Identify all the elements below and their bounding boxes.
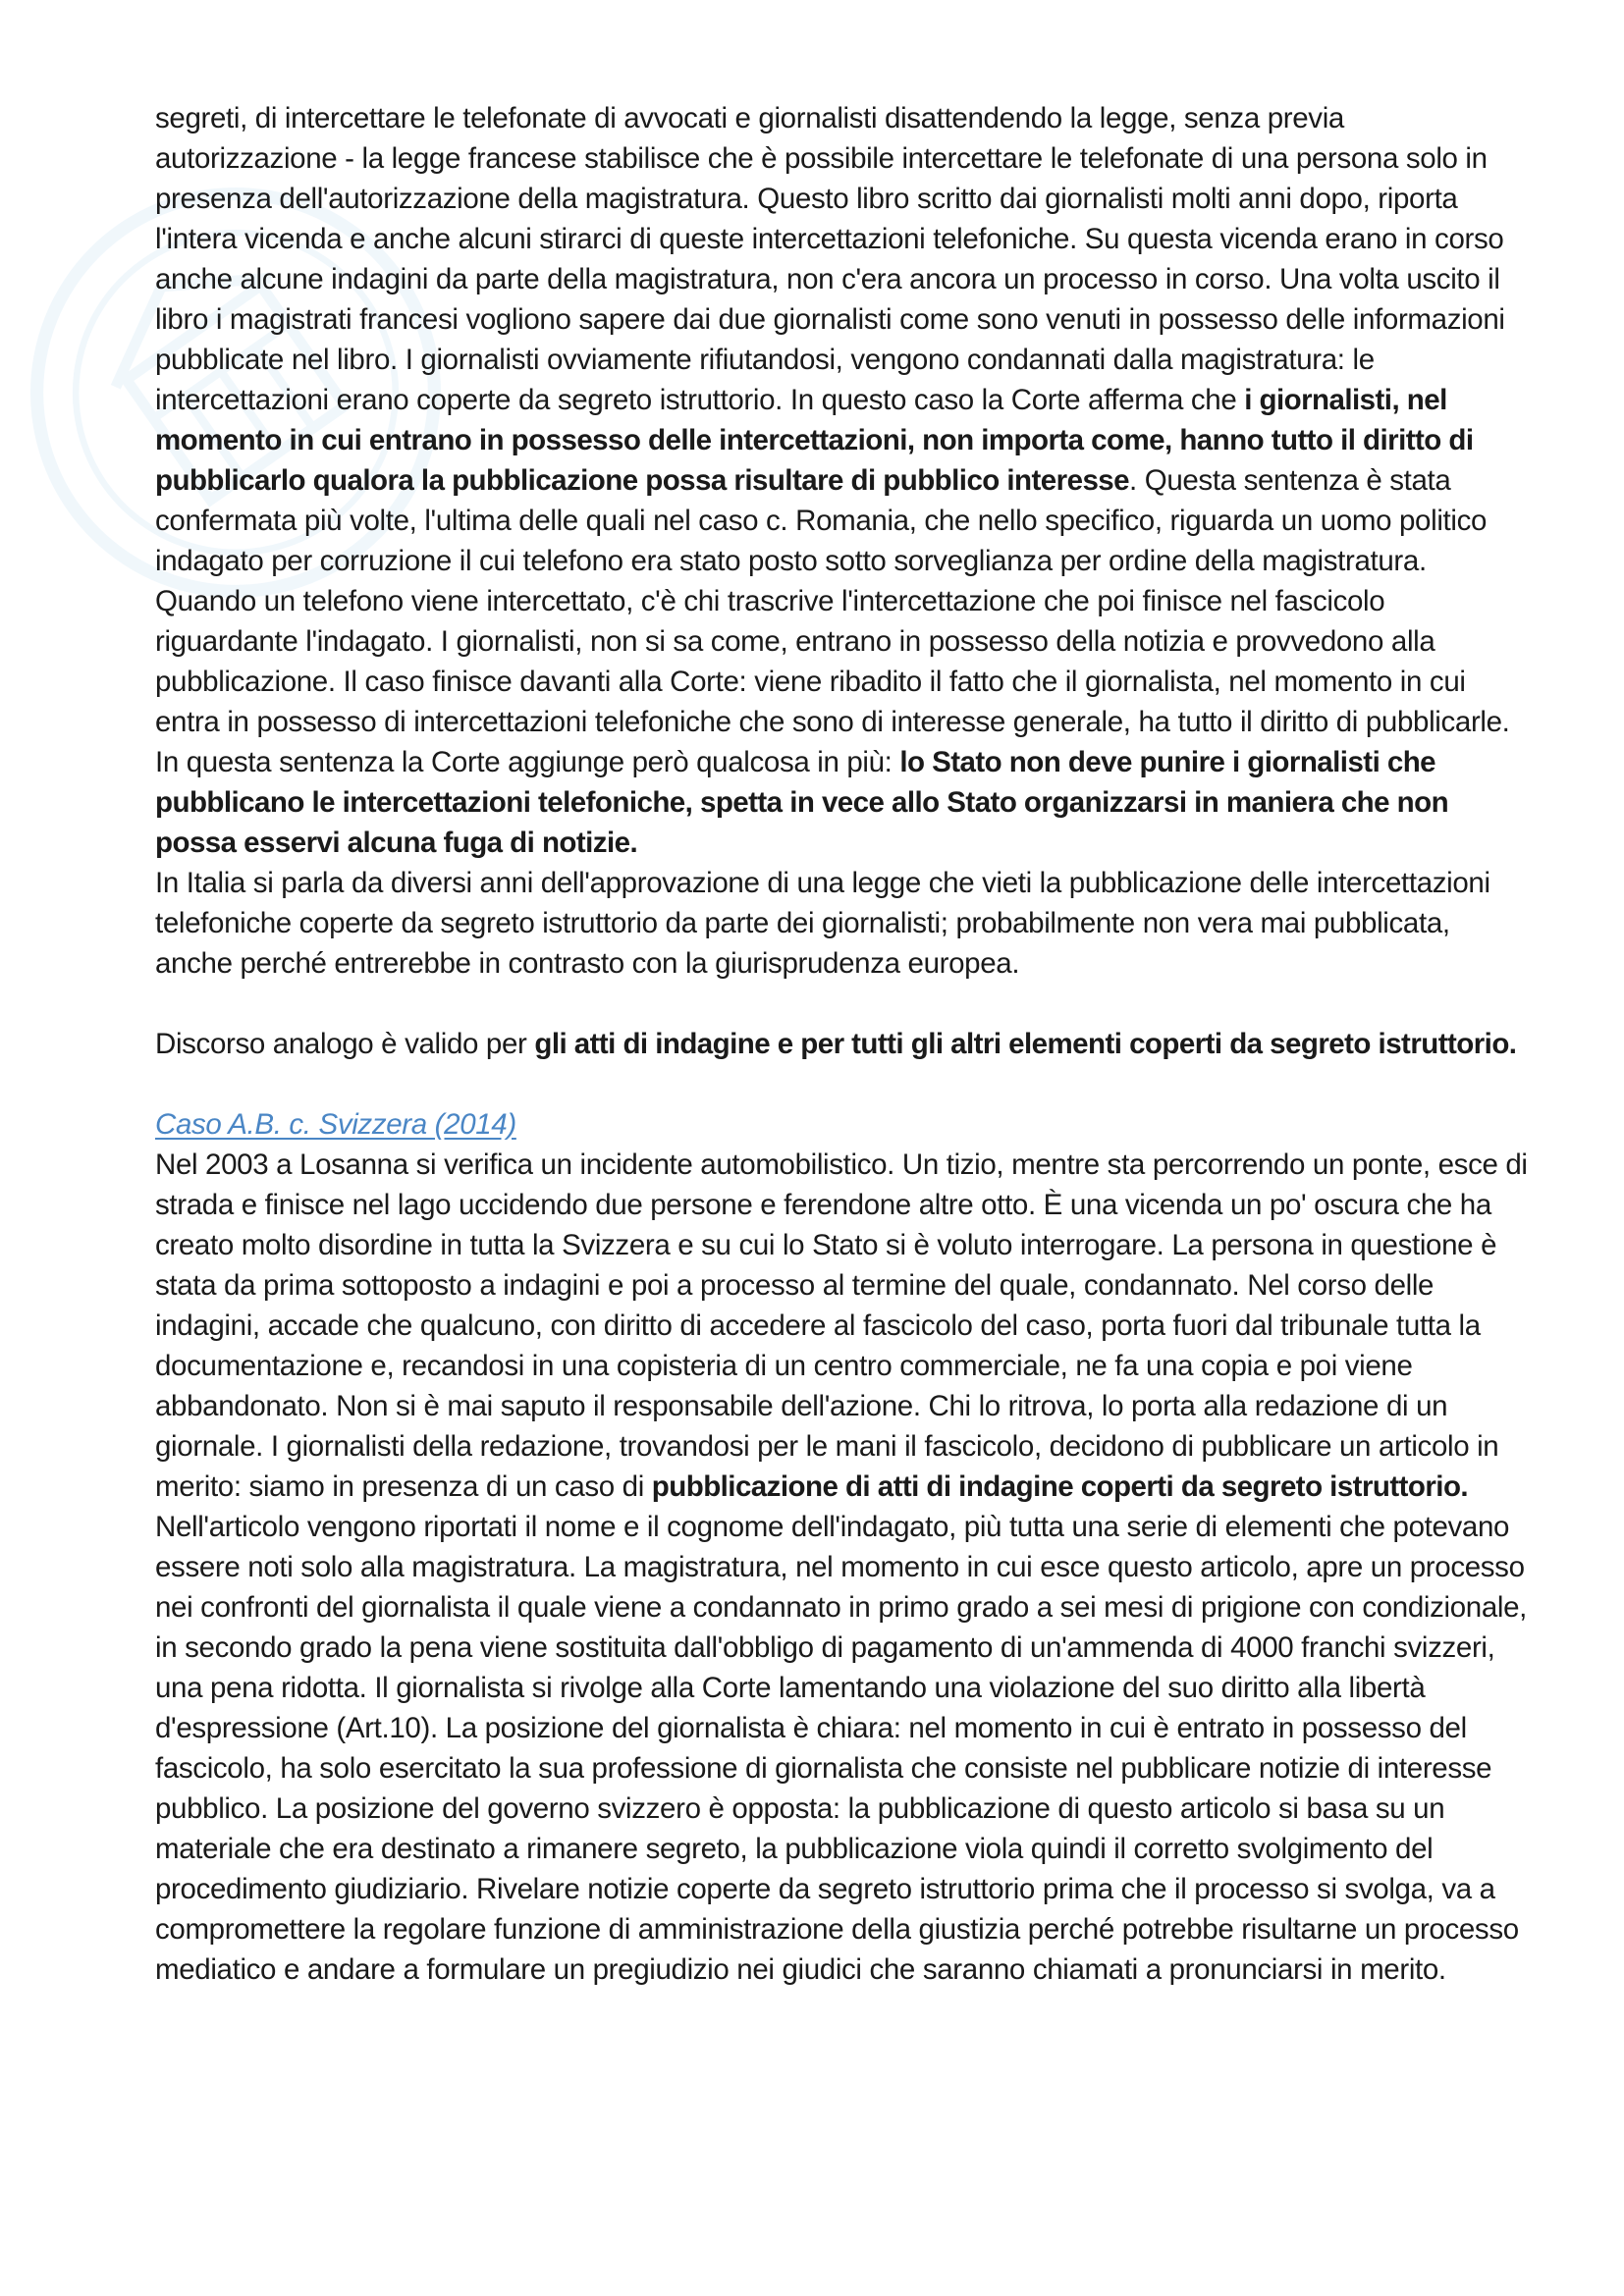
paragraph-analogous-discourse <box>155 1024 1532 1064</box>
text-run: segreti, di intercettare le telefonate di avvocati e giornalisti disattendendo la legge, senza previa autorizzazione - la legge francese stabilisce che è possibile intercettare le telefonate di una persona solo in presenza dell'autorizzazione della magistratura. Questo libro scritto dai giornalisti molti anni dopo, riporta l'intera vicenda e anche alcuni stirarci di queste intercettazioni telefoniche. Su questa vicenda erano in corso anche alcune indagini da parte della magistratura, non c'era ancora un processo in corso. Una volta uscito il libro i magistrati francesi vogliono sapere dai due giornalisti come sono venuti in possesso delle informazioni pubblicate nel libro. I giornalisti ovviamente rifiutandosi, vengono condannati dalla magistratura: le intercettazioni erano coperte da segreto istruttorio. In questo caso la Corte afferma che <box>155 102 1505 416</box>
bold-text-run: lo Stato non deve punire i giornalisti che pubblicano le intercettazioni telefoniche, spetta in vece allo Stato organizzarsi in maniera che non possa esservi alcuna fuga di notizie. <box>155 746 1449 859</box>
paragraph-spacer <box>155 984 1532 1024</box>
paragraph-spacer <box>155 1064 1532 1104</box>
case-heading <box>155 1104 1532 1145</box>
paragraph-italy-law: In Italia si parla da diversi anni dell'approvazione di una legge che vieti la pubblicazione delle intercettazioni telefoniche coperte da segreto istruttorio da parte dei giornalisti; probabilmente non vera mai pubblicata, anche perché entrerebbe in contrasto con la giurisprudenza europea. <box>155 867 1490 980</box>
text-run: Nell'articolo vengono riportati il nome e il cognome dell'indagato, più tutta una serie di elementi che potevano essere noti solo alla magistratura. La magistratura, nel momento in cui esce questo articolo, apre un processo nei confronti del giornalista il quale viene a condannato in primo grado a sei mesi di prigione con condizionale, in secondo grado la pena viene sostituita dall'obbligo di pagamento di un'ammenda di 4000 franchi svizzeri, una pena ridotta. Il giornalista si rivolge alla Corte lamentando una violazione del suo diritto alla libertà d'espressione (Art.10). La posizione del giornalista è chiara: nel momento in cui è entrato in possesso del fascicolo, ha solo esercitato la sua professione di giornalista che consiste nel pubblicare notizie di interesse pubblico. La posizione del governo svizzero è opposta: la pubblicazione di questo articolo si basa su un materiale che era destinato a rimanere segreto, la pubblicazione viola quindi il corretto svolgimento del procedimento giudiziario. Rivelare notizie coperte da segreto istruttorio prima che il processo si svolga, va a compromettere la regolare funzione di amministrazione della giustizia perché potrebbe risultarne un processo mediatico e andare a formulare un pregiudizio nei giudici che saranno chiamati a pronunciarsi in merito. <box>155 1511 1528 1986</box>
text-run: Discorso analogo è valido per <box>155 1028 535 1060</box>
text-run: Nel 2003 a Losanna si verifica un incidente automobilistico. Un tizio, mentre sta percorrendo un ponte, esce di strada e finisce nel lago uccidendo due persone e ferendone altre otto. È una vicenda un po' oscura che ha creato molto disordine in tutta la Svizzera e su cui lo Stato si è voluto interrogare. La persona in questione è stata da prima sottoposto a indagini e poi a processo al termine del quale, condannato. Nel corso delle indagini, accade che qualcuno, con diritto di accedere al fascicolo del caso, porta fuori dal tribunale tutta la documentazione e, recandosi in una copisteria di un centro commerciale, ne fa una copia e poi viene abbandonato. Non si è mai saputo il responsabile dell'azione. Chi lo ritrova, lo porta alla redazione di un giornale. I giornalisti della redazione, trovandosi per le mani il fascicolo, decidono di pubblicare un articolo in merito: siamo in presenza di un caso di <box>155 1148 1528 1503</box>
bold-text-run: gli atti di indagine e per tutti gli altri elementi coperti da segreto istruttorio. <box>534 1028 1517 1060</box>
case-title-link[interactable]: Caso A.B. c. Svizzera (2014) <box>155 1108 516 1141</box>
bold-text-run: pubblicazione di atti di indagine coperti da segreto istruttorio. <box>651 1470 1469 1503</box>
document-page <box>155 98 1532 1990</box>
paragraph-case-ab-switzerland <box>155 1145 1532 1990</box>
bold-text-run: i giornalisti, nel momento in cui entrano in possesso delle intercettazioni, non importa come, hanno tutto il diritto di pubblicarlo qualora la pubblicazione possa risultare di pubblico interesse <box>155 384 1474 497</box>
paragraph-press-intercepts <box>155 98 1532 863</box>
text-run: . Questa sentenza è stata confermata più volte, l'ultima delle quali nel caso c. Romania, che nello specifico, riguarda un uomo politico indagato per corruzione il cui telefono era stato posto sotto sorveglianza per ordine della magistratura. Quando un telefono viene intercettato, c'è chi trascrive l'intercettazione che poi finisce nel fascicolo riguardante l'indagato. I giornalisti, non si sa come, entrano in possesso della notizia e provvedono alla pubblicazione. Il caso finisce davanti alla Corte: viene ribadito il fatto che il giornalista, nel momento in cui entra in possesso di intercettazioni telefoniche che sono di interesse generale, ha tutto il diritto di pubblicarle. In questa sentenza la Corte aggiunge però qualcosa in più: <box>155 464 1510 778</box>
